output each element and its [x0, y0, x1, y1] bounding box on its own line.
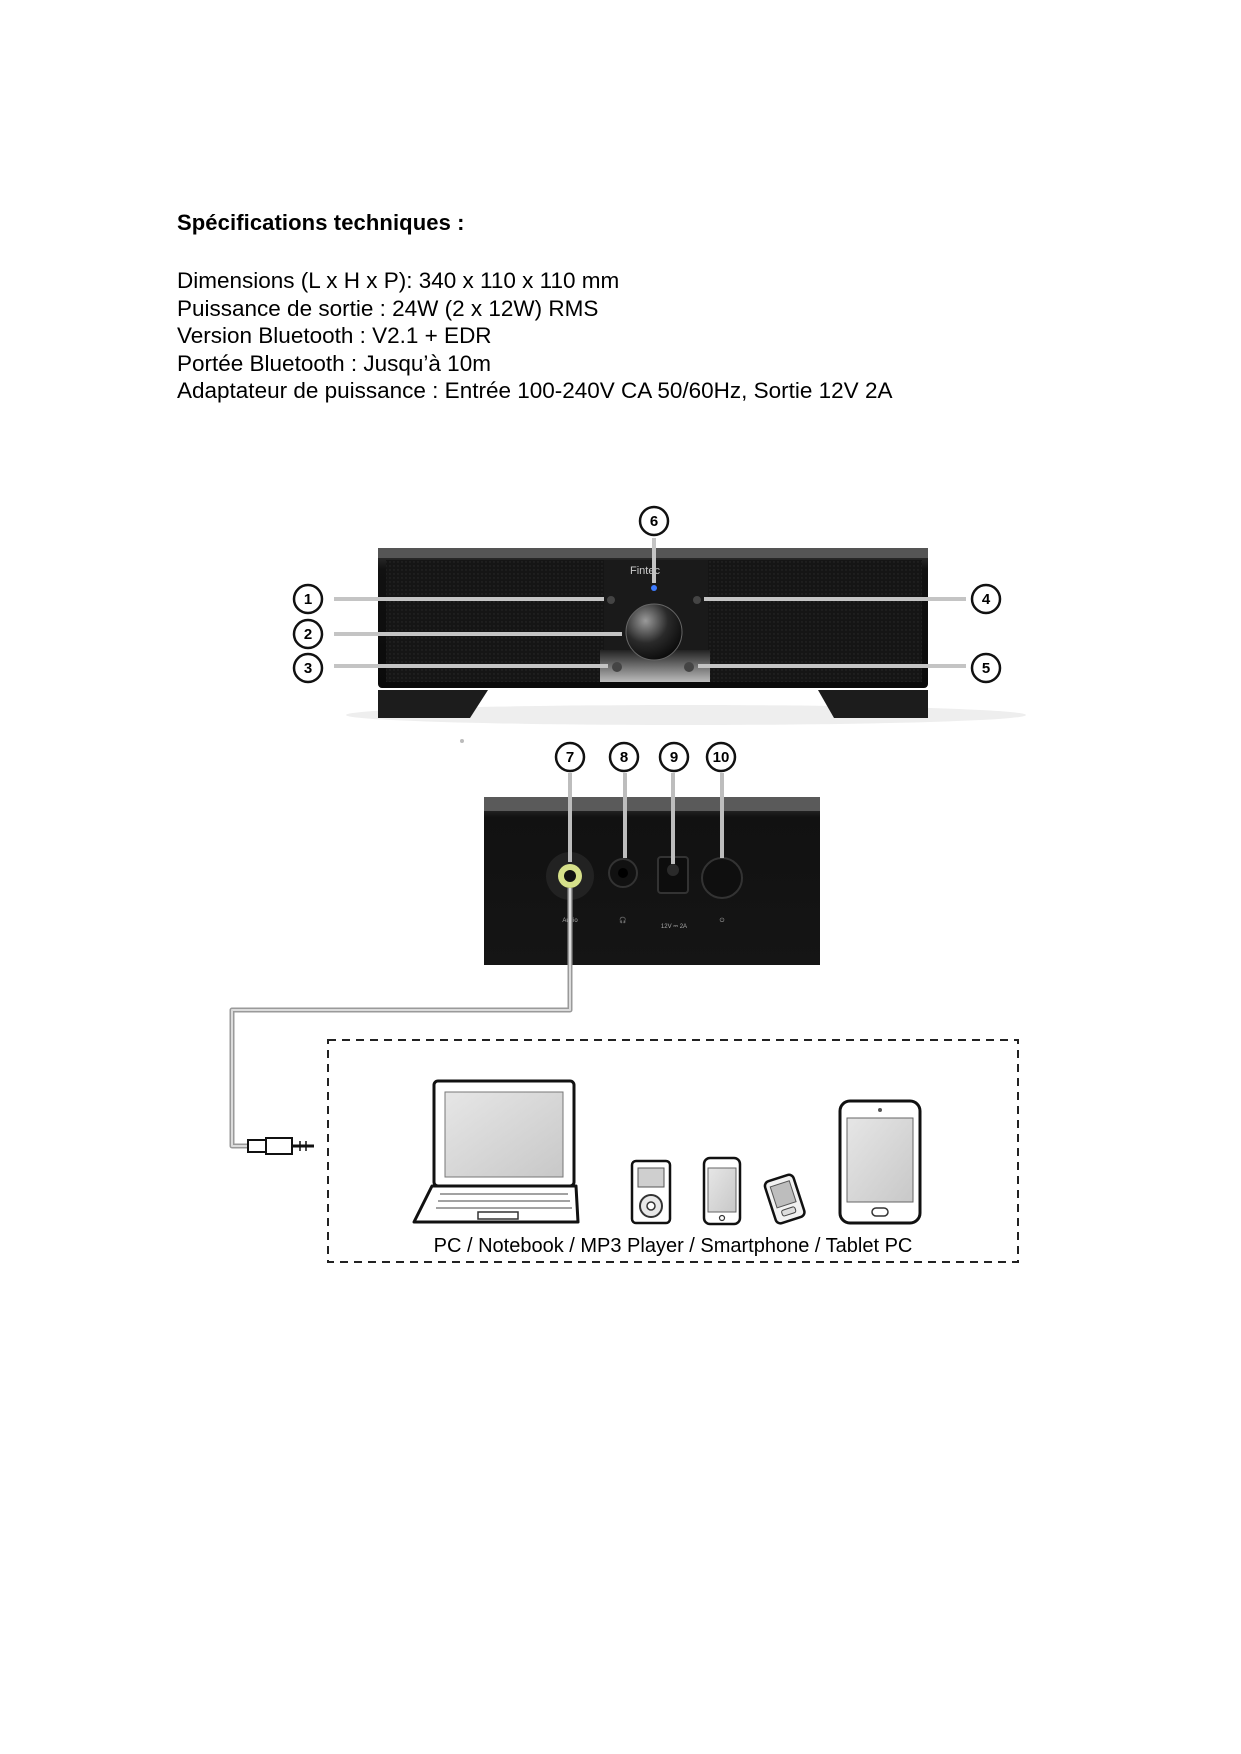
svg-text:3: 3 — [303, 660, 313, 677]
left-speaker-grille — [386, 560, 610, 682]
devices-caption: PC / Notebook / MP3 Player / Smartphone / Tablet PC — [433, 1235, 913, 1257]
spec-bluetooth-range: Portée Bluetooth : Jusqu’à 10m — [177, 350, 491, 376]
right-speaker-grille — [708, 560, 922, 682]
svg-text:4: 4 — [981, 591, 991, 608]
svg-text:2: 2 — [303, 626, 313, 643]
spec-power-adapter: Adaptateur de puissance : Entrée 100-240V CA 50/60Hz, Sortie 12V 2A — [177, 378, 893, 403]
spec-output-power: Puissance de sortie : 24W (2 x 12W) RMS — [177, 295, 599, 321]
callout-1 — [294, 585, 322, 613]
callout-8 — [610, 743, 638, 771]
mp3-player-icon — [632, 1161, 670, 1223]
callout-7 — [556, 743, 584, 771]
tablet-icon — [840, 1101, 920, 1223]
svg-text:5: 5 — [981, 660, 991, 677]
headphone-label-icon: 🎧 — [619, 918, 627, 924]
bluetooth-led — [651, 585, 657, 591]
svg-text:1: 1 — [303, 591, 313, 608]
callout-5 — [972, 654, 1000, 682]
callout-2 — [294, 620, 322, 648]
svg-text:6: 6 — [649, 513, 659, 530]
callout-10 — [707, 743, 735, 771]
laptop-icon — [414, 1081, 578, 1222]
svg-text:8: 8 — [619, 749, 629, 766]
audio-in-label: Audio — [562, 918, 578, 924]
spec-dimensions: Dimensions (L x H x P): 340 x 110 x 110 mm — [177, 268, 620, 293]
power-switch[interactable] — [702, 858, 742, 898]
svg-text:7: 7 — [565, 749, 575, 766]
callout-3 — [294, 654, 322, 682]
spec-heading: Spécifications techniques : — [177, 210, 465, 235]
power-label-icon: ⏻ — [719, 918, 725, 924]
callout-4 — [972, 585, 1000, 613]
spec-bluetooth-version: Version Bluetooth : V2.1 + EDR — [177, 323, 492, 348]
button-5[interactable] — [684, 662, 694, 672]
button-3[interactable] — [612, 662, 622, 672]
button-4[interactable] — [693, 596, 701, 604]
right-foot — [818, 690, 928, 718]
button-1[interactable] — [607, 596, 615, 604]
left-foot — [378, 690, 488, 718]
speaker-front-view — [334, 538, 1026, 725]
handheld-device-icon — [764, 1173, 806, 1224]
callout-9 — [660, 743, 688, 771]
speaker-rear-view — [484, 773, 820, 965]
brand-logo: Fintec — [630, 565, 660, 577]
svg-text:10: 10 — [712, 749, 730, 766]
svg-text:9: 9 — [669, 749, 679, 766]
volume-knob[interactable] — [626, 604, 682, 660]
power-label: 12V ⎓ 2A — [660, 924, 688, 930]
smartphone-icon — [704, 1158, 740, 1224]
callout-6 — [640, 507, 668, 535]
